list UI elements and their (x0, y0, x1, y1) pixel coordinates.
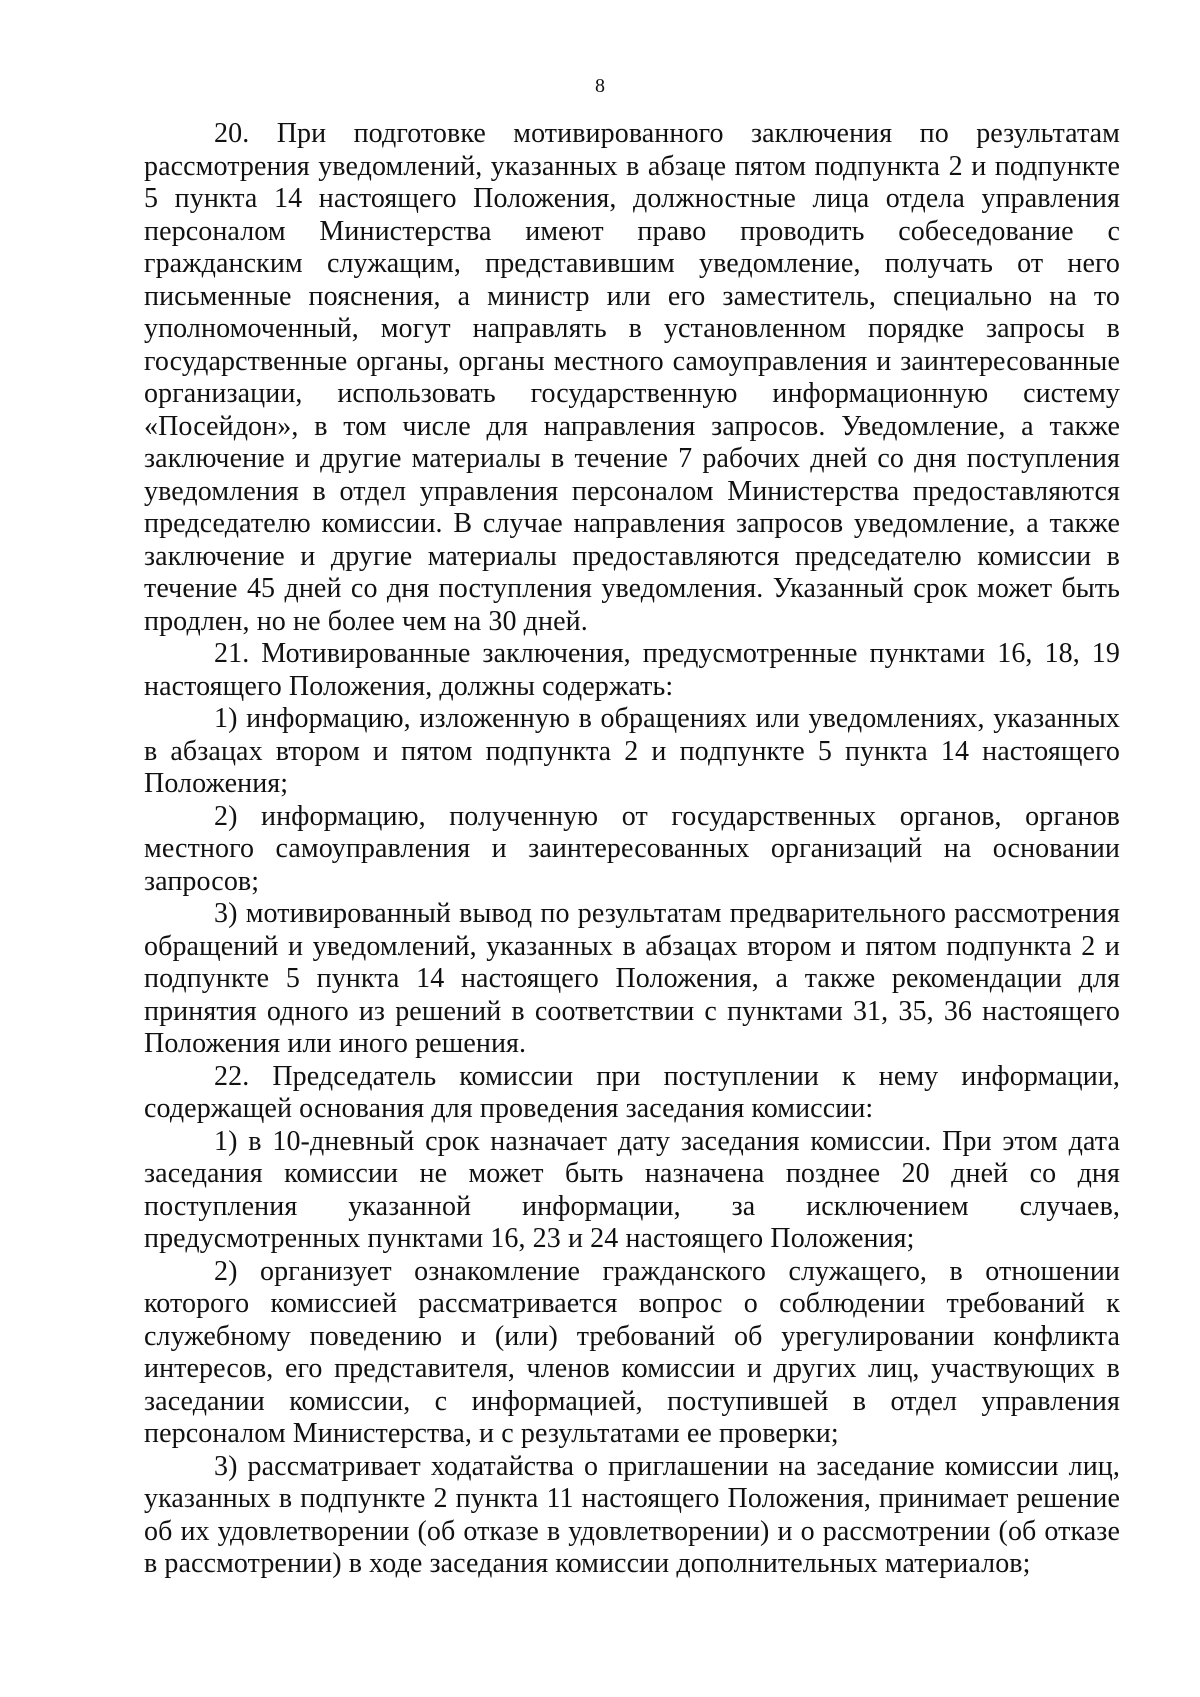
paragraph-22-item-2: 2) организует ознакомление гражданского служащего, в отношении которого комиссией рассматривается вопрос о соблюдении требований к служебному поведению и (или) требований об урегулировании конфликта интересов, его представителя, членов комиссии и других лиц, участвующих в заседании комиссии, с информацией, поступившей в отдел управления персоналом Министерства, и с результатами ее проверки; (144, 1255, 1120, 1449)
paragraph-20: 20. При подготовке мотивированного заключения по результатам рассмотрения уведомлений, указанных в абзаце пятом подпункта 2 и подпункте 5 пункта 14 настоящего Положения, должностные лица отдела управления персоналом Министерства имеют право проводить собеседование с гражданским служащим, представившим уведомление, получать от него письменные пояснения, а министр или его заместитель, специально на то уполномоченный, могут направлять в установленном порядке запросы в государственные органы, органы местного самоуправления и заинтересованные организации, использовать государственную информационную систему «Посейдон», в том числе для направления запросов. Уведомление, а также заключение и другие материалы в течение 7 рабочих дней со дня поступления уведомления в отдел управления персоналом Министерства предоставляются председателю комиссии. В случае направления запросов уведомление, а также заключение и другие материалы предоставляются председателю комиссии в течение 45 дней со дня поступления уведомления. Указанный срок может быть продлен, но не более чем на 30 дней. (144, 118, 1120, 637)
page-number: 8 (595, 75, 605, 97)
paragraph-22-item-3: 3) рассматривает ходатайства о приглашении на заседание комиссии лиц, указанных в подпункте 2 пункта 11 настоящего Положения, принимает решение об их удовлетворении (об отказе в удовлетворении) и о рассмотрении (об отказе в рассмотрении) в ходе заседания комиссии дополнительных материалов; (144, 1450, 1120, 1579)
document-body (144, 118, 1120, 1581)
paragraph-21: 21. Мотивированные заключения, предусмотренные пунктами 16, 18, 19 настоящего Положения, должны содержать: (144, 638, 1120, 702)
paragraph-22: 22. Председатель комиссии при поступлении к нему информации, содержащей основания для проведения заседания комиссии: (144, 1060, 1120, 1124)
paragraph-21-item-2: 2) информацию, полученную от государственных органов, органов местного самоуправления и заинтересованных организаций на основании запросов; (144, 800, 1120, 897)
paragraph-21-item-3: 3) мотивированный вывод по результатам предварительного рассмотрения обращений и уведомлений, указанных в абзацах втором и пятом подпункта 2 и подпункте 5 пункта 14 настоящего Положения, а также рекомендации для принятия одного из решений в соответствии с пунктами 31, 35, 36 настоящего Положения или иного решения. (144, 898, 1120, 1059)
paragraph-21-item-1: 1) информацию, изложенную в обращениях или уведомлениях, указанных в абзацах втором и пятом подпункта 2 и подпункте 5 пункта 14 настоящего Положения; (144, 703, 1120, 799)
paragraph-22-item-1: 1) в 10-дневный срок назначает дату заседания комиссии. При этом дата заседания комиссии не может быть назначена позднее 20 дней со дня поступления указанной информации, за исключением случаев, предусмотренных пунктами 16, 23 и 24 настоящего Положения; (144, 1125, 1120, 1254)
